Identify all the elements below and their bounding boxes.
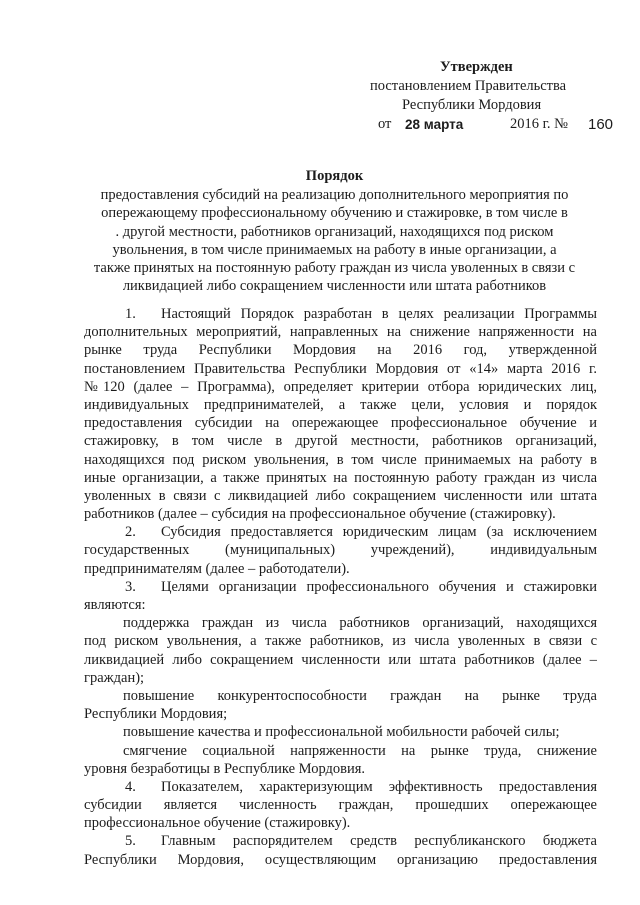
paragraph-line: предпринимателям (далее – работодатели). xyxy=(84,560,350,577)
subtitle-line: увольнения, в том числе принимаемых на работу в иные организации, а xyxy=(112,241,557,258)
goal-line: уровня безработицы в Республике Мордовия. xyxy=(84,760,366,777)
approval-from: от xyxy=(378,116,392,132)
approval-by-line: постановлением Правительства xyxy=(370,78,567,94)
paragraph-line: рынке труда Республики Мордовия на 2016 год, утвержденной xyxy=(84,342,597,359)
paragraph-number: 3. xyxy=(125,578,136,595)
paragraph-number: 4. xyxy=(125,778,136,795)
paragraph-line: субсидии является численность граждан, прошедших опережающее xyxy=(84,797,597,814)
approval-date: 28 марта xyxy=(405,117,464,132)
paragraph-line: 4. Показателем, характеризующим эффективность предоставления xyxy=(125,778,597,795)
paragraph-line: стажировку, в том числе в другой местности, работников организаций, xyxy=(84,433,597,450)
paragraph-line: профессиональное обучение (стажировку). xyxy=(84,815,351,832)
goal-line: Республики Мордовия; xyxy=(84,706,228,723)
paragraph-line: уволенных в связи с ликвидацией либо сокращением численности или штата xyxy=(84,487,597,504)
paragraph-line: 5. Главным распорядителем средств республиканского бюджета xyxy=(125,833,597,850)
paragraph-line: индивидуальных предпринимателей, а также цели, условия и порядок xyxy=(84,396,597,413)
approval-date-line xyxy=(368,115,630,135)
subtitle-line: предоставления субсидий на реализацию дополнительного мероприятия по xyxy=(100,187,569,204)
approval-authority-line: Республики Мордовия xyxy=(402,97,542,113)
paragraph-5 xyxy=(84,832,597,868)
goal-item-1 xyxy=(84,614,597,687)
goal-line: смягчение социальной напряженности на рынке труда, снижение xyxy=(123,742,597,759)
goal-item-2 xyxy=(84,687,597,723)
goal-line: поддержка граждан из числа работников организаций, находящихся xyxy=(123,615,597,632)
paragraph-line: являются: xyxy=(84,597,146,613)
paragraph-line: находящихся под риском увольнения, в том числе принимаемых на работу в xyxy=(84,451,597,468)
document-subtitle xyxy=(62,186,607,295)
paragraph-3 xyxy=(84,578,597,614)
paragraph-line: 2. Субсидия предоставляется юридическим лицам (за исключением xyxy=(125,524,597,541)
goal-item-4 xyxy=(84,742,597,778)
goal-line: повышение качества и профессиональной мобильности рабочей силы; xyxy=(123,724,560,741)
paragraph-line: работников (далее – субсидия на профессиональное обучение (стажировку). xyxy=(84,506,556,523)
paragraph-line: Республики Мордовия, осуществляющим организацию предоставления xyxy=(84,851,597,868)
goal-item-3 xyxy=(84,723,597,741)
paragraph-line: иные организации, а также принятых на постоянную работу граждан из числа xyxy=(84,469,597,486)
paragraph-line: постановлением Правительства Республики Мордовия от «14» марта 2016 г. xyxy=(84,360,597,377)
paragraph-line: дополнительных мероприятий, направленных на снижение напряженности на xyxy=(84,324,597,341)
paragraph-2 xyxy=(84,523,597,578)
paragraph-line: 3. Целями организации профессионального обучения и стажировки xyxy=(125,578,597,595)
paragraph-4 xyxy=(84,778,597,833)
paragraph-line: государственных (муниципальных) учреждений), индивидуальным xyxy=(84,542,597,559)
subtitle-line: опережающему профессиональному обучению и стажировке, в том числе в xyxy=(101,205,568,222)
approval-number: 160 xyxy=(588,116,614,133)
subtitle-line: также принятых на постоянную работу граждан из числа уволенных в связи с xyxy=(93,260,576,277)
subtitle-line: . другой местности, работников организаций, находящихся под риском xyxy=(115,223,554,240)
subtitle-line: ликвидацией либо сокращением численности или штата работников xyxy=(122,278,547,295)
paragraph-line: 1. Настоящий Порядок разработан в целях реализации Программы xyxy=(125,306,597,322)
paragraph-number: 5. xyxy=(125,833,136,850)
goal-line: ликвидацией либо сокращением численности или штата работников (далее – xyxy=(84,651,597,668)
approved-label: Утвержден xyxy=(440,59,513,75)
paragraph-line: №120 (далее – Программа), определяет критерии отбора юридических лиц, xyxy=(84,378,597,395)
approval-year: 2016 г. № xyxy=(510,116,569,132)
title-block xyxy=(62,167,607,295)
document-body xyxy=(84,305,597,869)
goal-line: под риском увольнения, а также работников, из числа уволенных в связи с xyxy=(84,633,597,650)
document-title: Порядок xyxy=(305,168,364,184)
paragraph-1 xyxy=(84,305,597,523)
approval-stamp xyxy=(368,58,630,135)
paragraph-line: предоставления субсидии на опережающее профессиональное обучение и xyxy=(84,415,597,432)
paragraph-number: 1. xyxy=(125,306,136,322)
paragraph-number: 2. xyxy=(125,524,136,541)
goal-line: повышение конкурентоспособности граждан на рынке труда xyxy=(123,687,597,704)
goal-line: граждан); xyxy=(84,669,145,686)
